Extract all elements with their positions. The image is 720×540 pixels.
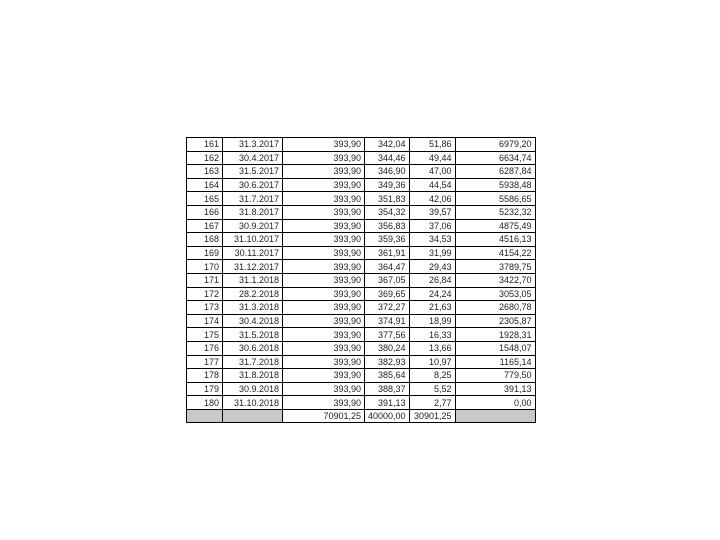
table-row [187,165,536,179]
table-row [187,314,536,328]
principal-cell: 367,05 [365,273,410,287]
balance-cell: 5586,65 [455,192,535,206]
table-row [187,138,536,152]
principal-cell: 342,04 [365,138,410,152]
table-row [187,233,536,247]
payment-number-cell: 170 [187,260,223,274]
balance-cell: 391,13 [455,382,535,396]
payment-number-cell: 165 [187,192,223,206]
balance-cell: 3422,70 [455,273,535,287]
payment-number-cell: 179 [187,382,223,396]
payment-number-cell: 168 [187,233,223,247]
interest-cell: 8,25 [409,369,455,383]
principal-cell: 344,46 [365,151,410,165]
date-cell: 30.4.2018 [223,314,283,328]
payment-cell: 393,90 [283,355,365,369]
date-cell: 30.9.2018 [223,382,283,396]
balance-cell: 5938,48 [455,178,535,192]
date-cell: 30.6.2018 [223,341,283,355]
date-cell: 31.1.2018 [223,273,283,287]
date-cell: 30.6.2017 [223,178,283,192]
balance-cell: 3789,75 [455,260,535,274]
table-row [187,301,536,315]
interest-cell: 16,33 [409,328,455,342]
payment-number-cell: 171 [187,273,223,287]
interest-cell: 42,06 [409,192,455,206]
principal-cell: 351,83 [365,192,410,206]
balance-cell: 5232,32 [455,205,535,219]
date-cell: 31.12.2017 [223,260,283,274]
balance-cell: 1165,14 [455,355,535,369]
interest-cell: 51,86 [409,138,455,152]
table-row [187,382,536,396]
payment-cell: 393,90 [283,314,365,328]
interest-cell: 47,00 [409,165,455,179]
table-body [187,138,536,410]
interest-cell: 24,24 [409,287,455,301]
principal-cell: 364,47 [365,260,410,274]
principal-cell: 356,83 [365,219,410,233]
payment-cell: 393,90 [283,273,365,287]
totals-row [187,409,536,423]
payment-cell: 393,90 [283,260,365,274]
principal-cell: 391,13 [365,396,410,410]
payment-cell: 393,90 [283,246,365,260]
table-row [187,287,536,301]
table-row [187,341,536,355]
date-cell: 31.10.2017 [223,233,283,247]
payment-number-cell: 172 [187,287,223,301]
payment-cell: 393,90 [283,165,365,179]
payment-number-cell: 169 [187,246,223,260]
principal-cell: 354,32 [365,205,410,219]
balance-cell: 6979,20 [455,138,535,152]
total-interest: 30901,25 [409,409,455,423]
payment-cell: 393,90 [283,192,365,206]
payment-number-cell: 167 [187,219,223,233]
balance-cell: 0,00 [455,396,535,410]
table-row [187,369,536,383]
totals-blank-balance [455,409,535,423]
interest-cell: 2,77 [409,396,455,410]
balance-cell: 1548,07 [455,341,535,355]
date-cell: 31.5.2017 [223,165,283,179]
table-row [187,328,536,342]
payment-cell: 393,90 [283,233,365,247]
date-cell: 31.3.2017 [223,138,283,152]
table-row [187,355,536,369]
payment-number-cell: 163 [187,165,223,179]
payment-cell: 393,90 [283,138,365,152]
date-cell: 31.7.2018 [223,355,283,369]
totals-blank-number [187,409,223,423]
payment-number-cell: 162 [187,151,223,165]
principal-cell: 369,65 [365,287,410,301]
principal-cell: 377,56 [365,328,410,342]
total-principal: 40000,00 [365,409,410,423]
table-row [187,151,536,165]
table-row [187,205,536,219]
payment-cell: 393,90 [283,328,365,342]
principal-cell: 385,64 [365,369,410,383]
table-row [187,192,536,206]
date-cell: 31.8.2017 [223,205,283,219]
payment-cell: 393,90 [283,178,365,192]
payment-number-cell: 174 [187,314,223,328]
interest-cell: 21,63 [409,301,455,315]
table-row [187,219,536,233]
payment-number-cell: 176 [187,341,223,355]
totals-blank-date [223,409,283,423]
date-cell: 30.4.2017 [223,151,283,165]
interest-cell: 10,97 [409,355,455,369]
interest-cell: 31,99 [409,246,455,260]
principal-cell: 380,24 [365,341,410,355]
balance-cell: 779,50 [455,369,535,383]
payment-number-cell: 161 [187,138,223,152]
balance-cell: 2680,78 [455,301,535,315]
principal-cell: 346,90 [365,165,410,179]
payment-cell: 393,90 [283,382,365,396]
date-cell: 31.10.2018 [223,396,283,410]
principal-cell: 359,36 [365,233,410,247]
principal-cell: 374,91 [365,314,410,328]
table-row [187,178,536,192]
payment-cell: 393,90 [283,301,365,315]
payment-number-cell: 164 [187,178,223,192]
balance-cell: 6634,74 [455,151,535,165]
date-cell: 31.8.2018 [223,369,283,383]
interest-cell: 49,44 [409,151,455,165]
payment-number-cell: 177 [187,355,223,369]
date-cell: 31.3.2018 [223,301,283,315]
principal-cell: 349,36 [365,178,410,192]
payment-number-cell: 180 [187,396,223,410]
principal-cell: 361,91 [365,246,410,260]
principal-cell: 388,37 [365,382,410,396]
balance-cell: 2305,87 [455,314,535,328]
table-row [187,246,536,260]
principal-cell: 382,93 [365,355,410,369]
payment-cell: 393,90 [283,396,365,410]
payment-number-cell: 175 [187,328,223,342]
interest-cell: 13,66 [409,341,455,355]
balance-cell: 3053,05 [455,287,535,301]
interest-cell: 44,54 [409,178,455,192]
payment-cell: 393,90 [283,219,365,233]
interest-cell: 18,99 [409,314,455,328]
interest-cell: 39,57 [409,205,455,219]
principal-cell: 372,27 [365,301,410,315]
payment-number-cell: 178 [187,369,223,383]
payment-cell: 393,90 [283,205,365,219]
table-row [187,396,536,410]
date-cell: 30.9.2017 [223,219,283,233]
total-payment: 70901,25 [283,409,365,423]
date-cell: 31.5.2018 [223,328,283,342]
payment-number-cell: 173 [187,301,223,315]
interest-cell: 37,06 [409,219,455,233]
payment-cell: 393,90 [283,287,365,301]
date-cell: 31.7.2017 [223,192,283,206]
interest-cell: 26,84 [409,273,455,287]
payment-cell: 393,90 [283,369,365,383]
balance-cell: 6287,84 [455,165,535,179]
payment-cell: 393,90 [283,341,365,355]
balance-cell: 4516,13 [455,233,535,247]
interest-cell: 34,53 [409,233,455,247]
interest-cell: 5,52 [409,382,455,396]
date-cell: 30.11.2017 [223,246,283,260]
payment-number-cell: 166 [187,205,223,219]
date-cell: 28.2.2018 [223,287,283,301]
balance-cell: 4875,49 [455,219,535,233]
table-row [187,260,536,274]
amortization-table [186,137,536,423]
payment-cell: 393,90 [283,151,365,165]
balance-cell: 1928,31 [455,328,535,342]
interest-cell: 29,43 [409,260,455,274]
balance-cell: 4154,22 [455,246,535,260]
table-row [187,273,536,287]
